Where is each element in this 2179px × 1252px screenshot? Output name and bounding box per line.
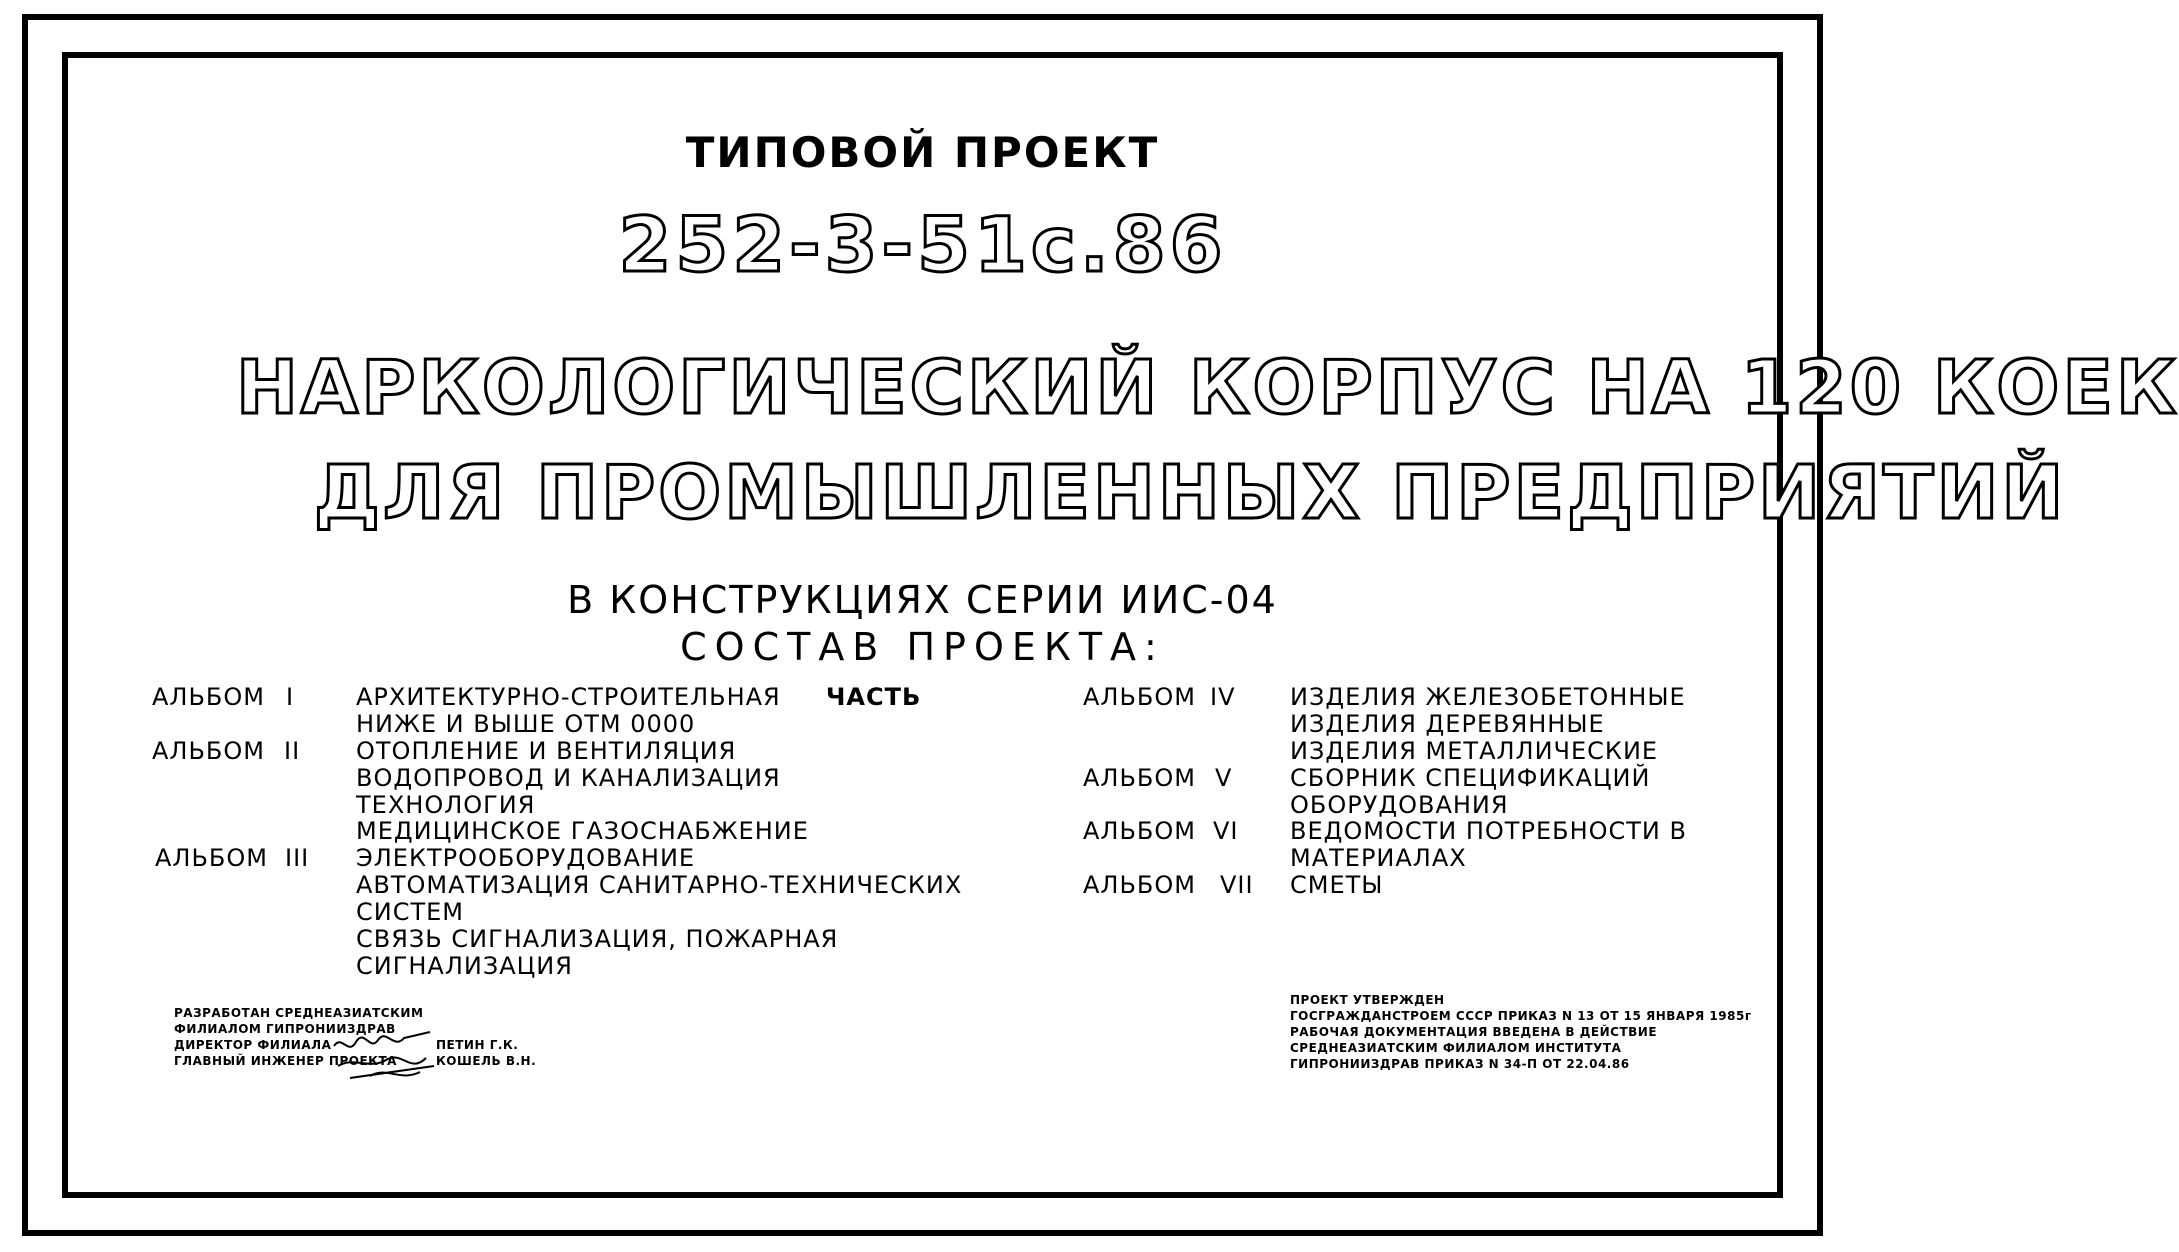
album-item: ОТОПЛЕНИЕ И ВЕНТИЛЯЦИЯ [356,737,737,765]
album-item: ОБОРУДОВАНИЯ [1290,791,1509,819]
album-item: МЕДИЦИНСКОЕ ГАЗОСНАБЖЕНИЕ [356,817,809,845]
album-number: I [286,683,295,711]
album-item: ЭЛЕКТРООБОРУДОВАНИЕ [356,844,696,872]
album-label: АЛЬБОМ [1083,764,1196,792]
album-item: АВТОМАТИЗАЦИЯ САНИТАРНО-ТЕХНИЧЕСКИХ [356,871,963,899]
album-item: НИЖЕ И ВЫШЕ ОТМ 0000 [356,710,696,738]
album-label: АЛЬБОМ [152,737,265,765]
album-item: ИЗДЕЛИЯ МЕТАЛЛИЧЕСКИЕ [1290,737,1659,765]
album-item: СМЕТЫ [1290,871,1384,899]
album-label: АЛЬБОМ [152,683,265,711]
album-item: МАТЕРИАЛАХ [1290,844,1467,872]
album-label: АЛЬБОМ [155,844,268,872]
album-item: СИГНАЛИЗАЦИЯ [356,952,573,980]
album-number: V [1215,764,1233,792]
chief-engineer-name: КОШЕЛЬ В.Н. [436,1054,537,1068]
series-subtitle: В КОНСТРУКЦИЯХ СЕРИИ ИИС-04 [567,578,1278,622]
title-line-2: ДЛЯ ПРОМЫШЛЕННЫХ ПРЕДПРИЯТИЙ [314,450,2067,536]
handwritten-signatures [330,1026,440,1090]
album-item: ИЗДЕЛИЯ ДЕРЕВЯННЫЕ [1290,710,1605,738]
developer-line: ФИЛИАЛОМ ГИПРОНИИЗДРАВ [174,1022,396,1036]
album-item: ВОДОПРОВОД И КАНАЛИЗАЦИЯ [356,764,781,792]
developer-line: РАЗРАБОТАН СРЕДНЕАЗИАТСКИМ [174,1006,424,1020]
album-label: АЛЬБОМ [1083,817,1196,845]
album-item: АРХИТЕКТУРНО-СТРОИТЕЛЬНАЯ [356,683,781,711]
approval-line: ПРОЕКТ УТВЕРЖДЕН [1290,993,1445,1007]
album-item: СИСТЕМ [356,898,464,926]
album-number: III [285,844,310,872]
album-item: ЧАСТЬ [826,683,922,711]
title-line-1: НАРКОЛОГИЧЕСКИЙ КОРПУС НА 120 КОЕК [236,345,2179,431]
album-number: II [284,737,301,765]
approval-line: ГОСГРАЖДАНСТРОЕМ СССР ПРИКАЗ N 13 ОТ 15 ЯНВАРЯ 1985г [1290,1009,1752,1023]
approval-line: СРЕДНЕАЗИАТСКИМ ФИЛИАЛОМ ИНСТИТУТА [1290,1041,1622,1055]
album-number: VII [1220,871,1254,899]
album-item: ИЗДЕЛИЯ ЖЕЛЕЗОБЕТОННЫЕ [1290,683,1686,711]
project-kicker: ТИПОВОЙ ПРОЕКТ [685,128,1160,177]
director-title: ДИРЕКТОР ФИЛИАЛА [174,1038,332,1052]
album-number: VI [1213,817,1239,845]
album-label: АЛЬБОМ [1083,683,1196,711]
album-item: СВЯЗЬ СИГНАЛИЗАЦИЯ, ПОЖАРНАЯ [356,925,839,953]
album-item: ТЕХНОЛОГИЯ [356,791,536,819]
approval-line: ГИПРОНИИЗДРАВ ПРИКАЗ N 34-П ОТ 22.04.86 [1290,1057,1630,1071]
composition-heading: СОСТАВ ПРОЕКТА: [680,625,1165,669]
album-label: АЛЬБОМ [1083,871,1196,899]
album-number: IV [1210,683,1236,711]
project-code: 252-3-51с.86 [618,200,1227,289]
album-item: ВЕДОМОСТИ ПОТРЕБНОСТИ В [1290,817,1687,845]
approval-line: РАБОЧАЯ ДОКУМЕНТАЦИЯ ВВЕДЕНА В ДЕЙСТВИЕ [1290,1025,1658,1039]
chief-engineer-title: ГЛАВНЫЙ ИНЖЕНЕР ПРОЕКТА [174,1054,397,1068]
director-name: ПЕТИН Г.К. [436,1038,519,1052]
album-item: СБОРНИК СПЕЦИФИКАЦИЙ [1290,764,1651,792]
